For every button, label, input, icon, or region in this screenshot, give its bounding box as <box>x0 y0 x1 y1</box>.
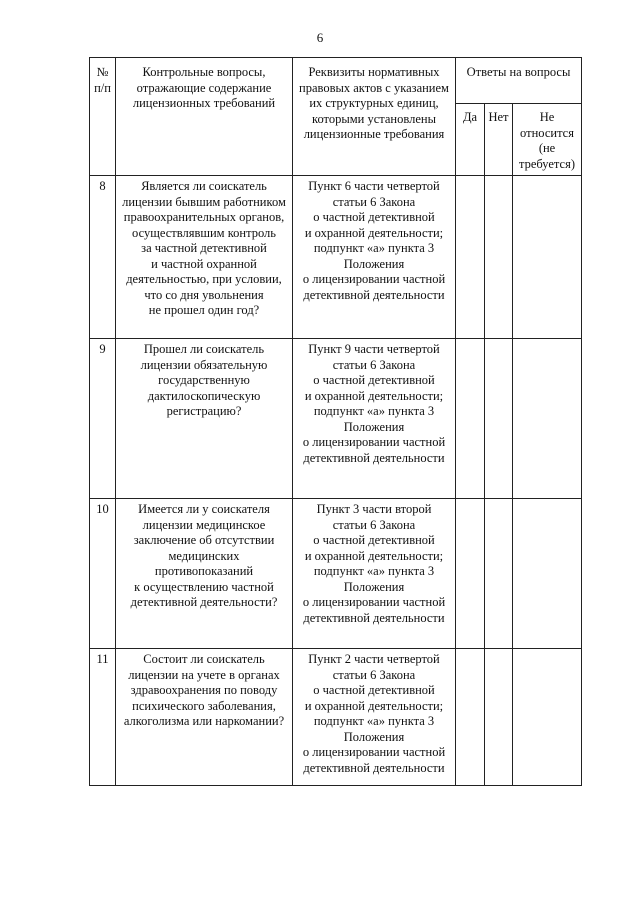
row-question: Является ли соискатель лицензии бывшим работником правоохранительных органов, осуществлявшим контроль за частной детективной и частной охранной деятельностью, при условии, что со дня увольнения не прошел один год? <box>116 176 293 339</box>
header-answers: Ответы на вопросы <box>456 58 582 104</box>
row-num: 8 <box>90 176 116 339</box>
answer-no-cell[interactable] <box>485 649 513 786</box>
header-yes: Да <box>456 104 485 176</box>
table-row <box>90 339 582 499</box>
row-num: 11 <box>90 649 116 786</box>
row-num: 10 <box>90 499 116 649</box>
answer-not-applicable-cell[interactable] <box>513 176 582 339</box>
answer-no-cell[interactable] <box>485 339 513 499</box>
answer-yes-cell[interactable] <box>456 649 485 786</box>
answer-not-applicable-cell[interactable] <box>513 339 582 499</box>
row-question: Имеется ли у соискателя лицензии медицинское заключение об отсутствии медицинских противопоказаний к осуществлению частной детективной деятельности? <box>116 499 293 649</box>
checklist-table <box>89 57 582 786</box>
row-num: 9 <box>90 339 116 499</box>
row-reference: Пункт 2 части четвертой статьи 6 Закона о частной детективной и охранной деятельности; подпункт «а» пункта 3 Положения о лицензировании частной детективной деятельности <box>293 649 456 786</box>
answer-yes-cell[interactable] <box>456 499 485 649</box>
header-num: № п/п <box>90 58 116 176</box>
header-reference: Реквизиты нормативных правовых актов с указанием их структурных единиц, которыми установлены лицензионные требования <box>293 58 456 176</box>
answer-not-applicable-cell[interactable] <box>513 649 582 786</box>
table-row <box>90 649 582 786</box>
row-reference: Пункт 3 части второй статьи 6 Закона о частной детективной и охранной деятельности; подпункт «а» пункта 3 Положения о лицензировании частной детективной деятельности <box>293 499 456 649</box>
header-question: Контрольные вопросы, отражающие содержание лицензионных требований <box>116 58 293 176</box>
page-number: 6 <box>316 30 324 45</box>
answer-no-cell[interactable] <box>485 176 513 339</box>
table-row <box>90 176 582 339</box>
table-header-row <box>90 58 582 104</box>
row-reference: Пункт 6 части четвертой статьи 6 Закона о частной детективной и охранной деятельности; подпункт «а» пункта 3 Положения о лицензировании частной детективной деятельности <box>293 176 456 339</box>
header-not-applicable: Не относится (не требуется) <box>513 104 582 176</box>
row-question: Состоит ли соискатель лицензии на учете в органах здравоохранения по поводу психического заболевания, алкоголизма или наркомании? <box>116 649 293 786</box>
answer-yes-cell[interactable] <box>456 176 485 339</box>
answer-yes-cell[interactable] <box>456 339 485 499</box>
row-reference: Пункт 9 части четвертой статьи 6 Закона о частной детективной и охранной деятельности; подпункт «а» пункта 3 Положения о лицензировании частной детективной деятельности <box>293 339 456 499</box>
header-no: Нет <box>485 104 513 176</box>
row-question: Прошел ли соискатель лицензии обязательную государственную дактилоскопическую регистрацию? <box>116 339 293 499</box>
table-row <box>90 499 582 649</box>
answer-not-applicable-cell[interactable] <box>513 499 582 649</box>
answer-no-cell[interactable] <box>485 499 513 649</box>
